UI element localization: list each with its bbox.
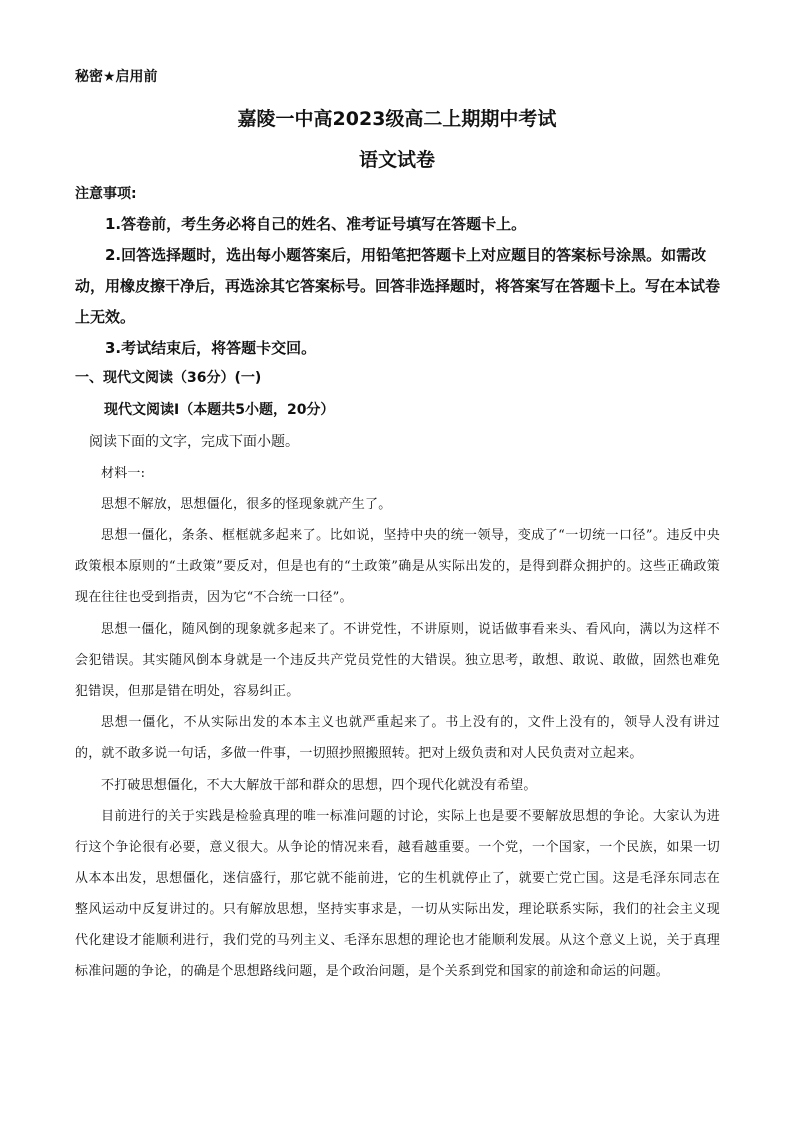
paragraph: 不打破思想僵化，不大大解放干部和群众的思想，四个现代化就没有希望。 bbox=[101, 778, 537, 793]
paper-title: 语文试卷 bbox=[358, 149, 435, 171]
exam-title: 嘉陵一中高2023级高二上期期中考试 bbox=[237, 108, 557, 130]
notice-heading: 注意事项: bbox=[75, 186, 137, 202]
subsection-heading: 现代文阅读Ⅰ（本题共5小题，20分） bbox=[104, 402, 335, 418]
reading-instruction: 阅读下面的文字，完成下面小题。 bbox=[89, 434, 299, 450]
section-heading: 一、现代文阅读（36分）(一) bbox=[75, 370, 262, 386]
notice-item-1: 1.答卷前，考生务必将自己的姓名、准考证号填写在答题卡上。 bbox=[105, 215, 527, 233]
paragraph: 思想一僵化，不从实际出发的本本主义也就严重起来了。书上没有的，文件上没有的，领导人没有讲过的，就不敢多说一句话，多做一件事，一切照抄照搬照转。把对上级负责和对人民负责对立起来。 bbox=[75, 715, 720, 761]
notice-item-2: 2.回答选择题时，选出每小题答案后，用铅笔把答题卡上对应题目的答案标号涂黑。如需改动，用橡皮擦干净后，再选涂其它答案标号。回答非选择题时，将答案写在答题卡上。写在本试卷上无效。 bbox=[75, 246, 721, 326]
material-label: 材料一: bbox=[101, 466, 146, 481]
paragraph: 思想一僵化，随风倒的现象就多起来了。不讲党性，不讲原则，说话做事看来头、看风向，满以为这样不会犯错误。其实随风倒本身就是一个违反共产党员党性的大错误。独立思考，敢想、敢说、敢做，固然也难免犯错误，但那是错在明处，容易纠正。 bbox=[75, 622, 720, 699]
paragraph: 思想不解放，思想僵化，很多的怪现象就产生了。 bbox=[101, 497, 392, 512]
secret-mark: 秘密★启用前 bbox=[75, 69, 158, 85]
paragraph: 思想一僵化，条条、框框就多起来了。比如说，坚持中央的统一领导，变成了“一切统一口径”。违反中央政策根本原则的“土政策”要反对，但是也有的“土政策”确是从实际出发的，是得到群众拥护的。这些正确政策现在往往也受到指责，因为它“不合统一口径”。 bbox=[75, 528, 720, 605]
notice-item-3: 3.考试结束后，将答题卡交回。 bbox=[105, 339, 317, 357]
paragraph: 目前进行的关于实践是检验真理的唯一标准问题的讨论，实际上也是要不要解放思想的争论。大家认为进行这个争论很有必要，意义很大。从争论的情况来看，越看越重要。一个党，一个国家，一个民族，如果一切从本本出发，思想僵化，迷信盛行，那它就不能前进，它的生机就停止了，就要亡党亡国。这是毛泽东同志在整风运动中反复讲过的。只有解放思想，坚持实事求是，一切从实际出发，理论联系实际，我们的社会主义现代化建设才能顺利进行，我们党的马列主义、毛泽东思想的理论也才能顺利发展。从这个意义上说，关于真理标准问题的争论，的确是个思想路线问题，是个政治问题，是个关系到党和国家的前途和命运的问题。 bbox=[75, 809, 720, 979]
